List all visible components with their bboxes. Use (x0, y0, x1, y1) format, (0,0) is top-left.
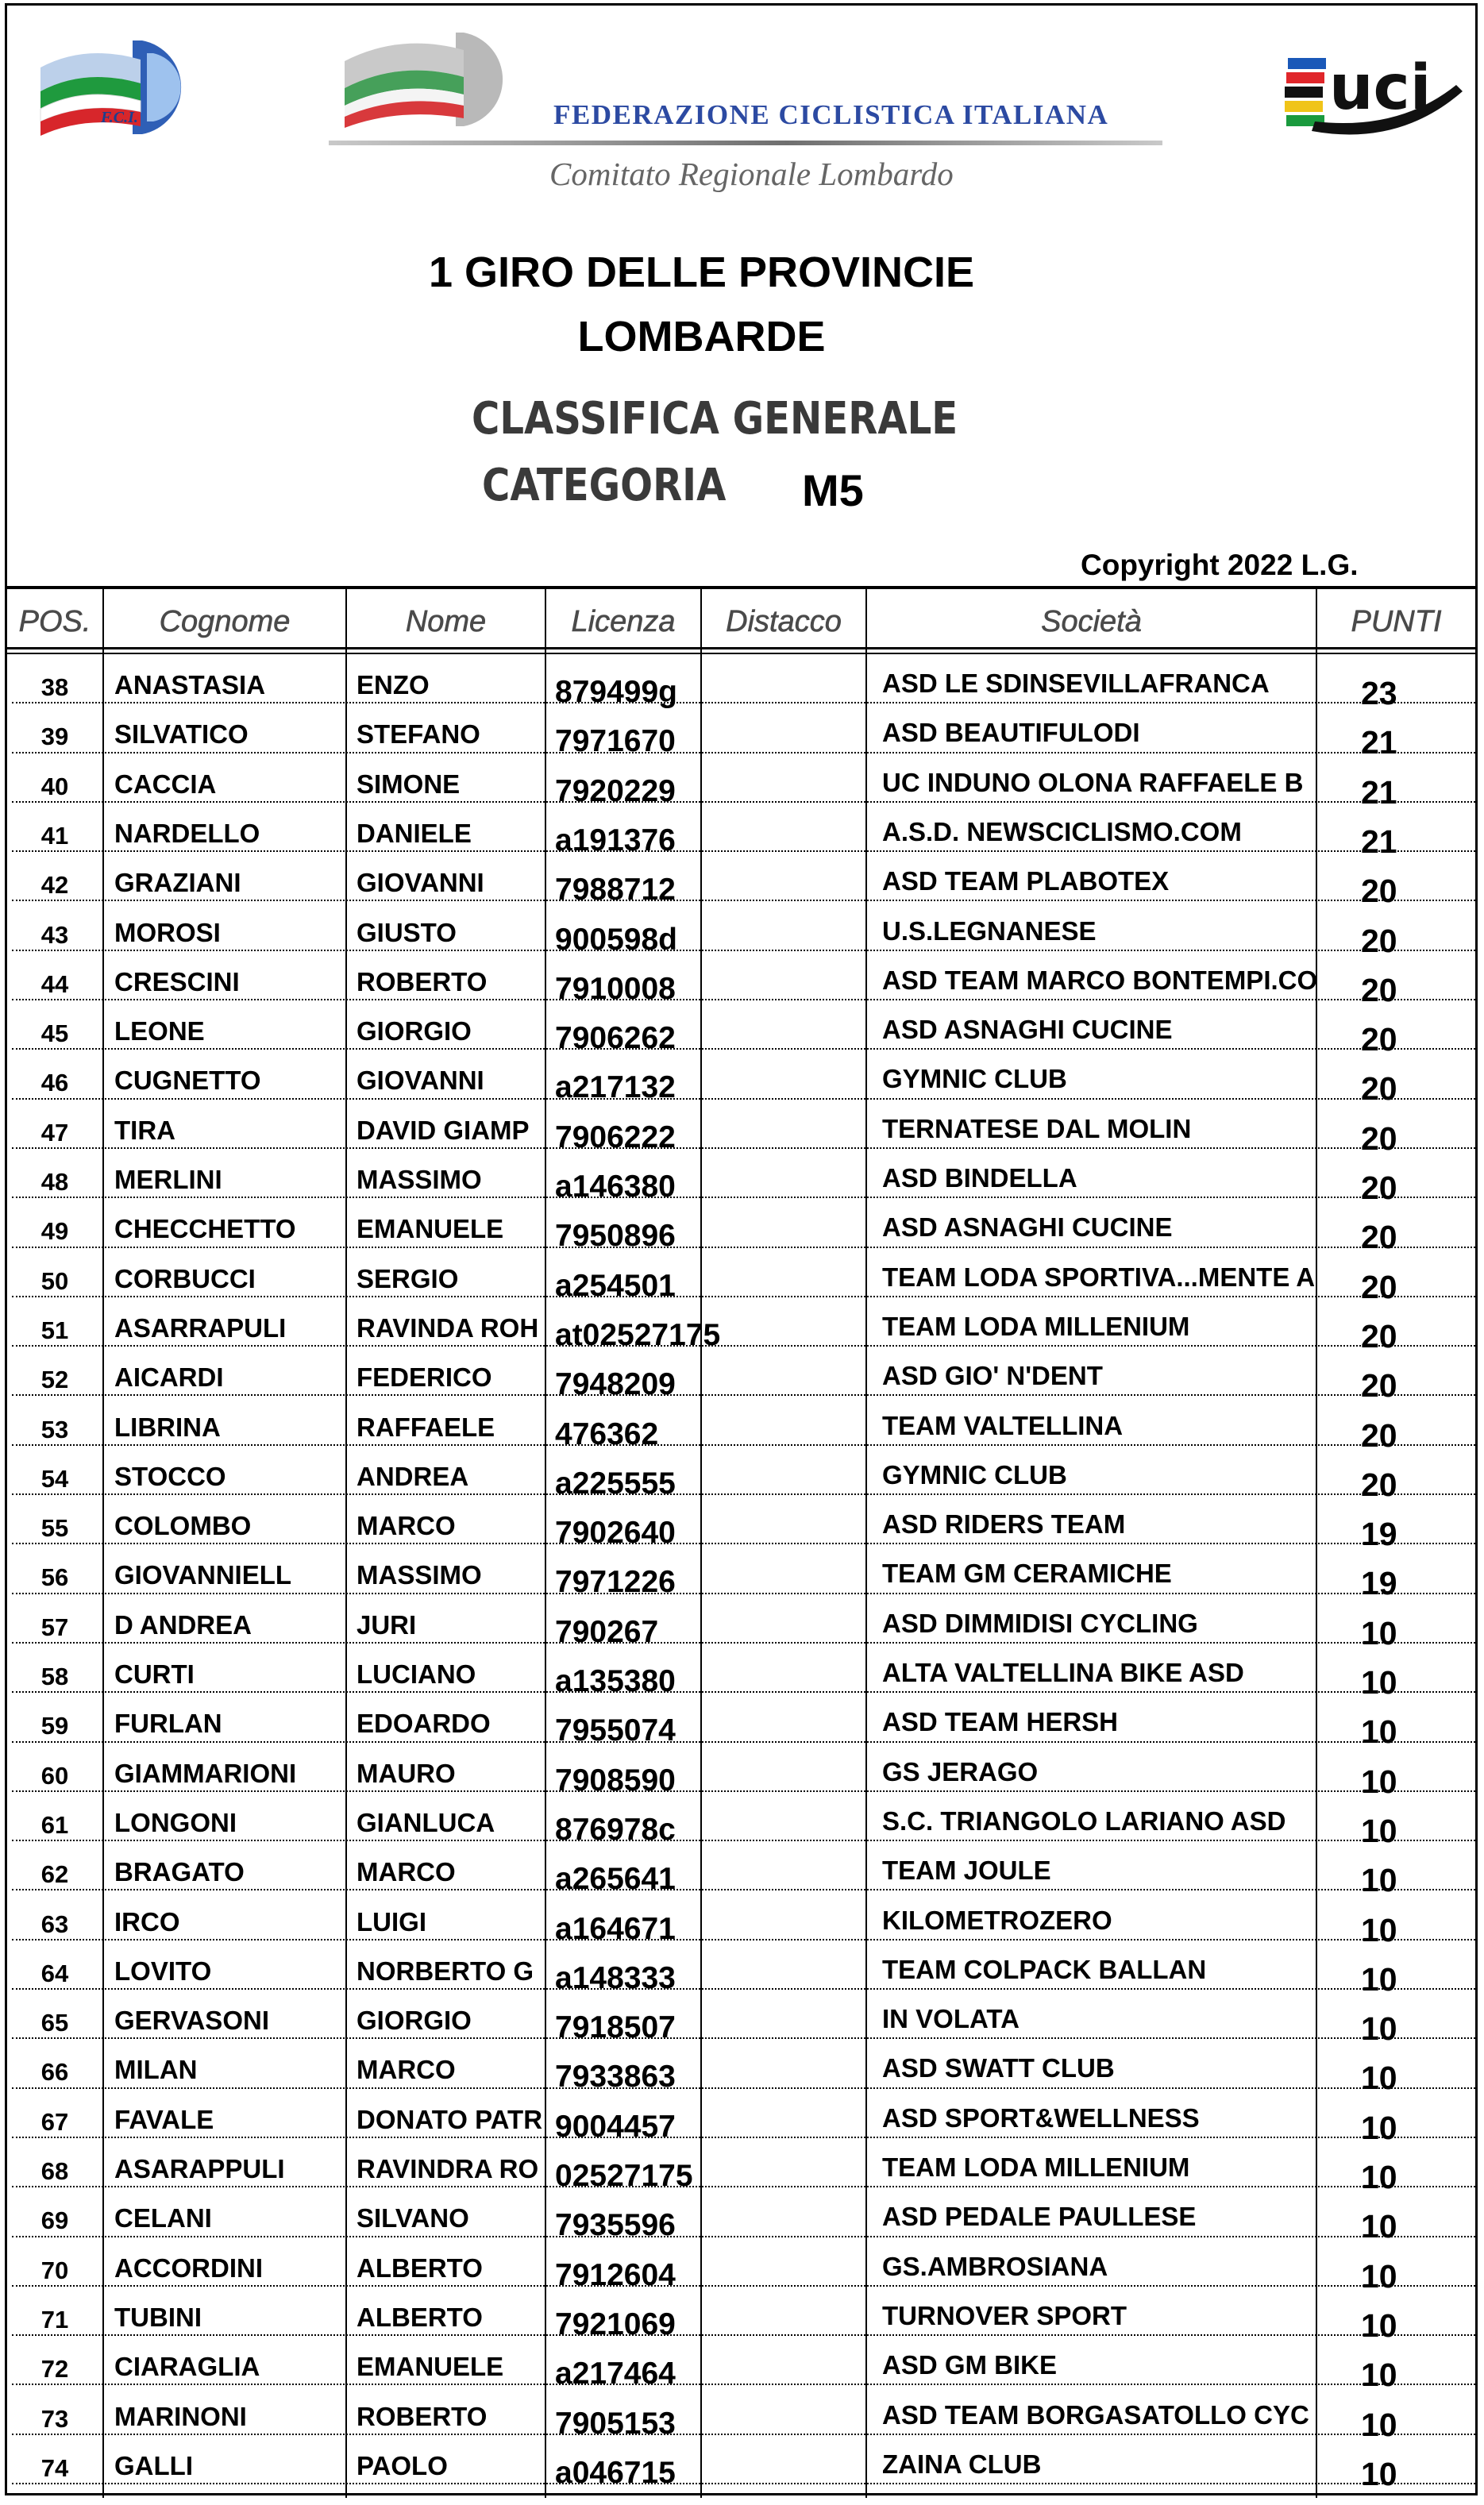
cell-team: GS JERAGO (882, 1756, 1039, 1786)
cell-team: ASD GM BIKE (882, 2350, 1058, 2380)
ranking-title: CLASSIFICA GENERALE (472, 393, 958, 445)
cell-position: 57 (40, 1613, 69, 1641)
copyright-note: Copyright 2022 L.G. (1081, 549, 1359, 581)
cell-position: 69 (40, 2206, 69, 2235)
cell-first-name: GIOVANNI (357, 868, 484, 898)
table-row (7, 1594, 1475, 1651)
cell-license: 7955074 (555, 1713, 676, 1748)
cell-surname: MILAN (114, 2055, 198, 2085)
table-row (7, 1841, 1475, 1899)
cell-surname: CIARAGLIA (114, 2352, 260, 2382)
cell-first-name: RAVINDRA RO (357, 2154, 539, 2183)
cell-first-name: STEFANO (357, 719, 480, 750)
results-sheet (5, 3, 1478, 2495)
cell-team: ASD SPORT&WELLNESS (882, 2102, 1200, 2133)
cell-points: 23 (1361, 675, 1397, 711)
cell-position: 43 (40, 920, 69, 949)
table-row (7, 1149, 1475, 1206)
cell-position: 41 (40, 821, 69, 850)
cell-license: 7910008 (555, 971, 676, 1006)
table-row (7, 1743, 1475, 1800)
cell-team: U.S.LEGNANESE (882, 915, 1097, 946)
table-row (7, 1792, 1475, 1849)
table-row (7, 2386, 1475, 2443)
cell-position: 60 (40, 1761, 69, 1790)
table-row (7, 1693, 1475, 1751)
cell-surname: CHECCHETTO (114, 1214, 296, 1244)
cell-license: 876978c (555, 1812, 676, 1847)
table-row (7, 1100, 1475, 1157)
cell-first-name: LUIGI (357, 1906, 426, 1937)
cell-position: 58 (40, 1663, 69, 1690)
cell-position: 53 (40, 1415, 69, 1443)
cell-first-name: PAOLO (357, 2450, 448, 2480)
cell-surname: MERLINI (114, 1165, 222, 1194)
cell-first-name: GIORGIO (357, 2006, 472, 2036)
cell-license: 7905153 (555, 2406, 676, 2441)
cell-surname: LEONE (114, 1016, 205, 1046)
table-row (7, 1297, 1475, 1355)
cell-position: 63 (40, 1910, 69, 1938)
cell-surname: FURLAN (114, 1709, 222, 1739)
cell-first-name: ALBERTO (357, 2253, 483, 2283)
cell-first-name: DONATO PATR (357, 2104, 543, 2134)
cell-first-name: SERGIO (357, 1263, 459, 1293)
table-row (7, 1544, 1475, 1602)
table-row (7, 1495, 1475, 1553)
cell-surname: CURTI (114, 1659, 195, 1689)
cell-points: 20 (1361, 1367, 1397, 1405)
table-row (7, 1446, 1475, 1503)
cell-position: 44 (40, 969, 69, 998)
cell-team: ASD DIMMIDISI CYCLING (882, 1608, 1198, 1638)
cell-license: 7935596 (555, 2208, 676, 2243)
cell-license: 7950896 (555, 1219, 676, 1254)
cell-surname: GERVASONI (114, 2006, 269, 2036)
cell-license: a046715 (555, 2455, 676, 2490)
cell-team: ASD ASNAGHI CUCINE (882, 1212, 1173, 1243)
event-title: 1 GIRO DELLE PROVINCIE (428, 249, 975, 296)
cell-first-name: GIANLUCA (357, 1807, 495, 1837)
cell-position: 51 (40, 1316, 69, 1344)
cell-license: a265641 (555, 1862, 676, 1897)
uci-logo-text: uci (1329, 52, 1432, 124)
cell-first-name: MARCO (357, 1857, 456, 1887)
cell-points: 10 (1361, 2159, 1397, 2195)
table-row (7, 2138, 1475, 2195)
header-punti: PUNTI (1351, 605, 1442, 638)
cell-position: 64 (40, 1959, 69, 1987)
cell-team: TERNATESE DAL MOLIN (882, 1113, 1192, 1143)
table-row (7, 2089, 1475, 2146)
cell-surname: GRAZIANI (114, 868, 241, 898)
table-row (7, 654, 1475, 711)
header-distacco: Distacco (726, 605, 842, 638)
cell-team: A.S.D. NEWSCICLISMO.COM (882, 816, 1242, 846)
cell-points: 21 (1361, 773, 1397, 811)
cell-first-name: EMANUELE (357, 2352, 504, 2382)
cell-surname: GIAMMARIONI (114, 1758, 297, 1788)
table-row (7, 1990, 1475, 2048)
cell-points: 10 (1361, 1960, 1397, 1998)
cell-position: 39 (40, 723, 69, 751)
cell-team: TURNOVER SPORT (882, 2300, 1127, 2330)
cell-first-name: ANDREA (357, 1461, 469, 1491)
cell-license: a135380 (555, 1664, 676, 1698)
cell-points: 20 (1361, 1170, 1397, 1206)
table-row (7, 2039, 1475, 2097)
cell-first-name: LUCIANO (357, 1659, 476, 1689)
cell-team: ALTA VALTELLINA BIKE ASD (882, 1658, 1244, 1687)
cell-position: 49 (40, 1217, 69, 1246)
cell-surname: CRESCINI (114, 966, 240, 996)
cell-points: 20 (1361, 1021, 1397, 1058)
cell-surname: LIBRINA (114, 1412, 221, 1442)
cell-position: 67 (40, 2107, 69, 2136)
cell-position: 55 (40, 1514, 69, 1543)
cell-position: 40 (40, 772, 69, 800)
cell-team: KILOMETROZERO (882, 1905, 1112, 1935)
cell-first-name: RAFFAELE (357, 1412, 495, 1442)
fci-logo-label: F.C.I. (101, 109, 138, 126)
cell-license: 7906222 (555, 1120, 676, 1154)
cell-first-name: NORBERTO G (357, 1956, 534, 1986)
header-rule (329, 141, 1162, 145)
cell-first-name: MARCO (357, 1511, 456, 1541)
cell-points: 10 (1361, 2307, 1397, 2344)
cell-first-name: MAURO (357, 1758, 456, 1788)
cell-position: 68 (40, 2157, 69, 2185)
cell-position: 48 (40, 1168, 69, 1196)
cell-points: 21 (1361, 724, 1397, 761)
cell-position: 38 (40, 673, 69, 701)
table-row (7, 703, 1475, 761)
table-row (7, 951, 1475, 1008)
cell-first-name: GIUSTO (357, 917, 457, 947)
cell-team: ASD BINDELLA (882, 1163, 1077, 1193)
cell-surname: LONGONI (114, 1807, 237, 1837)
table-row (7, 1050, 1475, 1108)
cell-points: 20 (1361, 1317, 1397, 1355)
cell-position: 47 (40, 1118, 69, 1147)
cell-points: 10 (1361, 1713, 1397, 1751)
cell-team: TEAM JOULE (882, 1856, 1051, 1886)
cell-license: 7933863 (555, 2060, 676, 2095)
cell-points: 20 (1361, 1120, 1397, 1157)
header-societa: Società (1041, 605, 1142, 638)
cell-surname: SILVATICO (114, 719, 249, 750)
cell-points: 10 (1361, 1862, 1397, 1899)
table-top-border (7, 586, 1475, 589)
cell-team: TEAM COLPACK BALLAN (882, 1954, 1207, 1984)
cell-team: ZAINA CLUB (882, 2449, 1042, 2479)
table-row (7, 1000, 1475, 1058)
cell-license: 790267 (555, 1614, 659, 1649)
cell-surname: IRCO (114, 1906, 180, 1937)
cell-team: UC INDUNO OLONA RAFFAELE B (882, 767, 1304, 797)
cell-team: TEAM LODA SPORTIVA...MENTE A (882, 1262, 1316, 1292)
cell-surname: NARDELLO (114, 818, 260, 848)
cell-points: 10 (1361, 1911, 1397, 1948)
cell-position: 74 (40, 2453, 69, 2482)
cell-license: at02527175 (555, 1317, 721, 1352)
cell-surname: ASARAPPULI (114, 2154, 285, 2183)
cell-license: 7918507 (555, 2010, 676, 2045)
cell-team: S.C. TRIANGOLO LARIANO ASD (882, 1806, 1286, 1836)
cell-license: 7920229 (555, 773, 676, 808)
cell-first-name: EDOARDO (357, 1709, 491, 1739)
cell-points: 20 (1361, 1219, 1397, 1256)
cell-team: ASD PEDALE PAULLESE (882, 2202, 1197, 2232)
cell-team: TEAM VALTELLINA (882, 1410, 1124, 1440)
cell-first-name: DANIELE (357, 818, 472, 848)
cell-license: 7971226 (555, 1565, 676, 1600)
table-row (7, 2237, 1475, 2295)
cell-points: 10 (1361, 2257, 1397, 2295)
cell-points: 19 (1361, 1565, 1397, 1602)
cell-surname: GIOVANNIELL (114, 1560, 292, 1590)
cell-points: 10 (1361, 2060, 1397, 2097)
cell-position: 62 (40, 1860, 69, 1889)
cell-team: GS.AMBROSIANA (882, 2251, 1108, 2281)
cell-team: ASD LE SDINSEVILLAFRANCA (882, 669, 1270, 698)
cell-points: 10 (1361, 2010, 1397, 2048)
cell-first-name: GIOVANNI (357, 1066, 484, 1096)
cell-license: a225555 (555, 1466, 676, 1501)
cell-surname: TIRA (114, 1115, 175, 1145)
table-row (7, 852, 1475, 910)
cell-license: 7902640 (555, 1516, 676, 1551)
cell-position: 56 (40, 1563, 69, 1592)
cell-position: 45 (40, 1019, 69, 1048)
cell-position: 46 (40, 1069, 69, 1097)
cell-points: 20 (1361, 922, 1397, 959)
table-row (7, 2287, 1475, 2344)
cell-license: 476362 (555, 1416, 659, 1451)
cell-points: 10 (1361, 2357, 1397, 2394)
cell-points: 10 (1361, 1614, 1397, 1651)
cell-surname: STOCCO (114, 1461, 226, 1491)
cell-first-name: MASSIMO (357, 1165, 482, 1194)
cell-points: 10 (1361, 1763, 1397, 1800)
cell-team: TEAM LODA MILLENIUM (882, 1311, 1190, 1341)
table-row (7, 753, 1475, 811)
cell-surname: TUBINI (114, 2302, 202, 2332)
cell-license: 879499g (555, 675, 677, 709)
federation-name: FEDERAZIONE CICLISTICA ITALIANA (553, 99, 1109, 130)
table-row (7, 1644, 1475, 1701)
cell-position: 66 (40, 2058, 69, 2087)
cell-surname: ACCORDINI (114, 2253, 263, 2283)
table-row (7, 803, 1475, 860)
cell-position: 61 (40, 1810, 69, 1839)
cell-license: a254501 (555, 1268, 676, 1303)
cell-surname: GALLI (114, 2450, 193, 2480)
header-cognome: Cognome (159, 605, 291, 638)
cell-surname: ANASTASIA (114, 670, 266, 699)
cell-license: 7948209 (555, 1367, 676, 1402)
cell-first-name: JURI (357, 1609, 417, 1640)
committee-name: Comitato Regionale Lombardo (549, 156, 954, 192)
cell-team: GYMNIC CLUB (882, 1064, 1067, 1094)
cell-position: 54 (40, 1464, 69, 1493)
cell-team: ASD RIDERS TEAM (882, 1509, 1126, 1540)
cell-team: ASD TEAM HERSH (882, 1707, 1119, 1737)
cell-position: 59 (40, 1712, 69, 1740)
cell-license: 7906262 (555, 1021, 676, 1056)
cell-team: TEAM GM CERAMICHE (882, 1559, 1172, 1589)
cell-points: 10 (1361, 1812, 1397, 1849)
table-row (7, 1891, 1475, 1948)
cell-first-name: FEDERICO (357, 1362, 492, 1393)
cell-points: 20 (1361, 1416, 1397, 1454)
cell-surname: ASARRAPULI (114, 1312, 287, 1343)
cell-team: IN VOLATA (882, 2004, 1020, 2034)
cell-license: a146380 (555, 1170, 676, 1204)
cell-first-name: ROBERTO (357, 2401, 488, 2431)
cell-surname: BRAGATO (114, 1857, 245, 1887)
cell-license: 900598d (555, 922, 677, 957)
cell-points: 20 (1361, 1070, 1397, 1108)
cell-position: 70 (40, 2256, 69, 2284)
cell-first-name: MASSIMO (357, 1560, 482, 1590)
cell-surname: FAVALE (114, 2104, 214, 2134)
cell-surname: MARINONI (114, 2401, 247, 2431)
cell-license: a148333 (555, 1960, 676, 1995)
cell-first-name: ROBERTO (357, 966, 488, 996)
cell-first-name: DAVID GIAMP (357, 1115, 530, 1145)
cell-surname: COLOMBO (114, 1511, 252, 1541)
table-row (7, 902, 1475, 959)
cell-license: a164671 (555, 1911, 676, 1946)
cell-surname: AICARDI (114, 1362, 224, 1393)
cell-team: ASD ASNAGHI CUCINE (882, 1015, 1173, 1045)
cell-position: 73 (40, 2404, 69, 2433)
cell-position: 65 (40, 2009, 69, 2037)
cell-first-name: GIORGIO (357, 1016, 472, 1046)
table-row (7, 2435, 1475, 2492)
cell-surname: CORBUCCI (114, 1263, 256, 1293)
cell-position: 72 (40, 2355, 69, 2384)
cell-license: 7912604 (555, 2257, 676, 2292)
cell-license: 7988712 (555, 873, 676, 908)
cell-first-name: SILVANO (357, 2203, 469, 2233)
cell-license: a191376 (555, 823, 676, 857)
cell-position: 71 (40, 2305, 69, 2334)
cell-points: 20 (1361, 1466, 1397, 1503)
cell-points: 20 (1361, 1268, 1397, 1305)
cell-first-name: SIMONE (357, 769, 461, 799)
uci-logo-icon (1280, 36, 1471, 143)
cell-license: a217464 (555, 2357, 676, 2391)
cell-surname: CELANI (114, 2203, 212, 2233)
cell-license: 7908590 (555, 1763, 676, 1798)
cell-license: a217132 (555, 1070, 676, 1105)
table-row (7, 1347, 1475, 1405)
cell-team: ASD SWATT CLUB (882, 2053, 1115, 2083)
cell-points: 20 (1361, 971, 1397, 1008)
cell-team: GYMNIC CLUB (882, 1459, 1067, 1490)
cell-points: 19 (1361, 1516, 1397, 1553)
cell-first-name: MARCO (357, 2055, 456, 2085)
cell-team: ASD TEAM PLABOTEX (882, 866, 1170, 896)
table-row (7, 1397, 1475, 1454)
cell-team: ASD TEAM BORGASATOLLO CYC (882, 2399, 1309, 2430)
cell-points: 10 (1361, 2455, 1397, 2492)
table-row (7, 1248, 1475, 1305)
cell-license: 9004457 (555, 2109, 676, 2144)
cell-points: 10 (1361, 2208, 1397, 2245)
cell-team: ASD TEAM MARCO BONTEMPI.CO (882, 965, 1318, 995)
table-row (7, 2187, 1475, 2245)
cell-team: ASD BEAUTIFULODI (882, 718, 1140, 748)
cell-first-name: RAVINDA ROH (357, 1312, 539, 1343)
cell-points: 10 (1361, 1664, 1397, 1701)
cell-position: 52 (40, 1366, 69, 1394)
cell-points: 10 (1361, 2406, 1397, 2443)
cell-position: 42 (40, 871, 69, 900)
table-row (7, 1198, 1475, 1256)
cell-surname: CACCIA (114, 769, 217, 799)
cell-points: 21 (1361, 823, 1397, 860)
header-licenza: Licenza (571, 605, 676, 638)
cell-surname: MOROSI (114, 917, 221, 947)
event-title-line2: LOMBARDE (577, 313, 826, 360)
header-nome: Nome (405, 605, 487, 638)
header-pos: POS. (18, 605, 91, 638)
cell-first-name: ENZO (357, 670, 430, 699)
cell-license: 02527175 (555, 2159, 693, 2193)
cell-team: ASD GIO' N'DENT (882, 1361, 1103, 1391)
cell-license: 7921069 (555, 2307, 676, 2341)
cell-position: 50 (40, 1266, 69, 1295)
cell-surname: CUGNETTO (114, 1066, 261, 1096)
cell-license: 7971670 (555, 724, 676, 759)
table-row (7, 1940, 1475, 1998)
cell-surname: LOVITO (114, 1956, 212, 1986)
cell-surname: D ANDREA (114, 1609, 252, 1640)
table-row (7, 2336, 1475, 2394)
cell-points: 20 (1361, 873, 1397, 910)
category-label: CATEGORIA (482, 460, 727, 511)
cell-first-name: ALBERTO (357, 2302, 483, 2332)
cell-team: TEAM LODA MILLENIUM (882, 2152, 1190, 2182)
cell-points: 10 (1361, 2109, 1397, 2146)
federation-flag-logo-icon (345, 29, 551, 129)
category-value: M5 (802, 465, 864, 515)
cell-first-name: EMANUELE (357, 1214, 504, 1244)
